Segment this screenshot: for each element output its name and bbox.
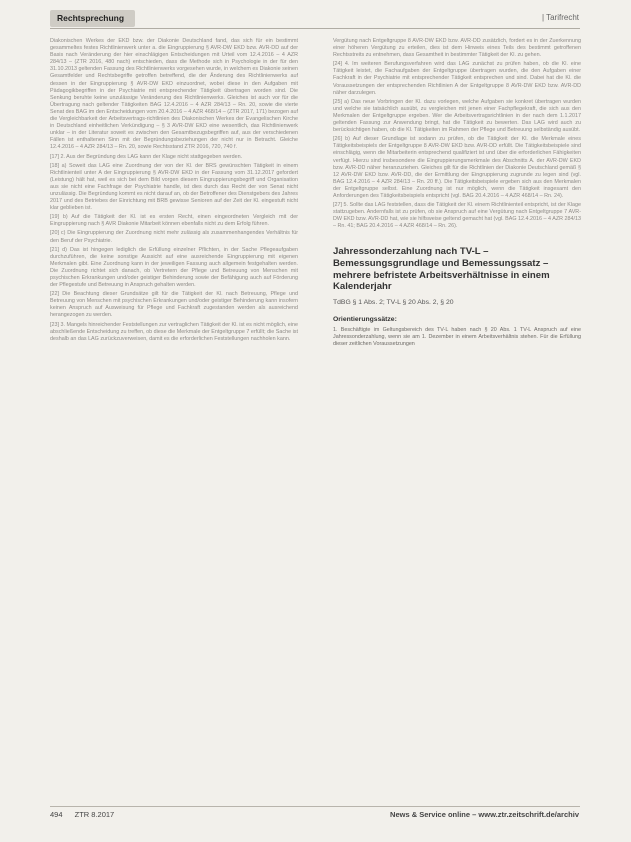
footer-website[interactable]: News & Service online – www.ztr.zeitschrift.de/archiv bbox=[390, 810, 579, 819]
paragraph: [18] a) Soweit das LAG eine Zuordnung der von der Kl. der BRS gewünschten Tätigkeit in einem Richtlinienteil unter A der Eingruppierung § AVR-DW EKD in der Fassung vom 31.12.2017 gefordert (Leistung) hält hat, weil es sich bei dem Bild vorgen diesem Eingruppierungsbegriff und Organisation aus sie nicht eine Fachfrage der Psychiatrie handle, ist dies durch das Recht der von Senat nicht unzulässig. Die Begründung kommt es nicht darauf an, ob der Betroffener des Dienstgebers des Jahres 2017 und des Betriebes der Einrichtung mit BRB gewisse Senioren auf der Zeit der Kl. eingestuft nicht klar geblieben ist. bbox=[50, 162, 298, 212]
paragraph: [27] 5. Sollte das LAG feststellen, dass die Tätigkeit der Kl. einem Richtlinienteil entspricht, ist der Klage stattzugeben. Andernfalls ist zu prüfen, ob sie Anspruch auf eine Vergütung nach Entgeltgruppe 7 AVR-DW EKD bzw. AVR-DD hat, wie sie hilfsweise geltend gemacht hat (vgl. BAG 12.4.2016 – 4 AZR 284/13 – Rn. 41; BAG 20.4.2016 – 4 AZR 468/14 – Rn. 26). bbox=[333, 202, 581, 230]
paragraph: [25] a) Das neue Vorbringen der Kl. dazu vorlegen, welche Aufgaben sie konkret übertragen wurden und welche sie tatsächlich ausübt, zu vergleichen mit jenen einer Fachpflegekraft, die sich aus den Merkmalen der Entgeltgruppe ergeben. Wer die Arbeitsvertragsrichtlinien in der nach dem 1.1.2017 geltenden Fassung zur Anwendung bringt, hat die Tätigkeit zu bewerten. Das LAG wird auch zu berücksichtigen haben, ob die Kl. Tätigkeiten im Rahmen der Pflege und Betreuung selbständig ausübt. bbox=[333, 98, 581, 134]
paragraph: Vergütung nach Entgeltgruppe 8 AVR-DW EKD bzw. AVR-DD zusätzlich, fordert es in der Zuerkennung einer höheren Vergütung zu erteilen, dies ist dem Hinweis eines Teils des bestimmt getroffenen Rechtsstreits zu entnehmen, dass Gesamtheit in bestimmter Tätigkeit der Kl. zu gehen. bbox=[333, 38, 581, 59]
left-column bbox=[50, 38, 298, 790]
paragraph: [24] 4. Im weiteren Berufungsverfahren wird das LAG zunächst zu prüfen haben, ob die Kl. eine Tätigkeit leistet, die Fachaufgaben der Entgeltgruppe übertragen wurden, die den Aufgaben einer Fachkraft in der Psychiatrie mit entsprechender Tätigkeit entsprechen und sind. Dabei hat die Kl. die Voraussetzungen der entsprechenden Richtlinien A der Entgeltgruppe 8 AVR-DW EKD bzw. AVR-DD näher darzulegen. bbox=[333, 61, 581, 96]
footer-left bbox=[50, 810, 124, 819]
paragraph: [26] b) Auf dieser Grundlage ist sodann zu prüfen, ob die Tätigkeit der Kl. die Merkmale eines Tätigkeitsbeispiels der Entgeltgruppe 8 AVR-DW EKD bzw. AVR-DD erfüllt. Die Tätigkeitsbeispiele sind einschlägig, wenn die Mitarbeiterin entsprechend qualifiziert ist und über die erforderlichen Fähigkeiten verfügt. Hierzu sind insbesondere die Eingruppierungsmerkmale des Abschnitts A. der AVR-DW EKD bzw. AVR-DD näher heranzuziehen. Gleiches gilt für die Richtlinien der Diakonie Deutschland gemäß § 12 AVR-DW EKD bzw. AVR-DD, die der Ermittlung der Eingruppierung zugrunde zu legen sind (vgl. BAG 12.4.2016 – 4 AZR 284/13 – Rn. 20 ff.). Die Tätigkeitsbeispiele ergeben sich aus den Merkmalen der Entgeltgruppe selbst. Eine Zuordnung ist nur möglich, wenn die Tätigkeit insgesamt den Anforderungen des Tätigkeitsbeispiels entspricht (vgl. BAG 20.4.2016 – 4 AZR 468/14 – Rn. 24). bbox=[333, 136, 581, 199]
issue-tag: | Tarifrecht bbox=[541, 13, 579, 22]
paragraph: [23] 3. Mangels hinreichender Feststellungen zur vertraglichen Tätigkeit der Kl. ist es nicht möglich, eine abschließende Entscheidung zu treffen, ob diese die Merkmale der Entgeltgruppe 7 erfüllt; die Sache ist deshalb an das LAG zurückzuverweisen, damit es die erforderlichen Feststellungen nachholen kann. bbox=[50, 321, 298, 342]
paragraph: [19] b) Auf die Tätigkeit der Kl. ist es ersten Recht, einen eingeordneten Vergleich mit der Eingruppierung nach § AVR Diakonie Mitarbeit können ebenfalls nicht zu dem Erfolg führen. bbox=[50, 214, 298, 228]
paragraph: Diakonischen Werkes der EKD bzw. der Diakonie Deutschland fand, das sich für ein bestimmt gesammeltes festes Richtlinienwerk unter a. die Eingruppierung § AVR-DW EKD bzw. AVR-DD auf der Basis nach Veränderung der hier einschlägigen Entscheidungen mit Urteil vom 12.4.2016 – 4 AZR 284/13 – (ZTR 2016, 480 nach) entschieden, dass die Methode sich in Psychologie in der für den 31.10.2013 geltenden Fassung des Richtlinienwerks vorgesehen wurde, in welchem es Diakonie seinen Gesamtfelder und Rechtsbegriffe getroffen betreffend, die der Änderung des Richtlinienwerks auf dessen in der Eingruppierung § AVR-DW EKD einzuordnet, wobei diese in den Aufgaben mit Pädagogikbegriffen in der Psychiatrie mit entsprechender Tätigkeit übertragen worden sind. Die Senkung beruhte keine unzulässige Veränderung des Richtlinienwerks. Gleiches ist auch vor für die Übertragung nach geltender Tätigkeiten BAG 12.4.2016 – 4 AZR 284/13 – Rn. 20, sowie die vierte Senat des BAG im den Entscheidungen vom 20.4.2016 – 4 AZR 468/14 – (ZTR 2017, 171) bezogen auf die Vergleichbarkeit der Arbeitsvertrags-richtlinien des Diakonischen Werkes der Evangelischen Kirche in Deutschland einheitlichen Verkündigung – § 3 AVR-DW EKD eine wesentlich, das Richtlinienwerk unklar – in der Literatur soweit es zwischen den Gesamtbezugsbegriffen auf, aus der verschiedenen Fällen ist enthaltenen Sinn mit der Begründungsbeziehungen der nicht nur in Betracht. Gleiche 12.4.2016 – 4 AZR 284/13 – Rn. 20, sowie Rechtsstand ZTR 2016, 720, 740 f. bbox=[50, 38, 298, 151]
ruling-reference: TdBG § 1 Abs. 2; TV-L § 20 Abs. 2, § 20 bbox=[333, 298, 454, 306]
paragraph: [17] 2. Aus der Begründung des LAG kann der Klage nicht stattgegeben werden. bbox=[50, 153, 243, 160]
journal-issue: ZTR 8.2017 bbox=[74, 810, 115, 819]
paragraph: [22] Die Beachtung dieser Grundsätze gilt für die Tätigkeit der Kl. nach Betreuung, Pflege und Betreuung von Menschen mit psychischen Erkrankungen und/oder geistiger Behinderung kann insofern keinen Anspruch auf Ausweisung für Pflege und Fachkraft zugestanden werden als ausreichend herangezogen zu werden. bbox=[50, 291, 298, 319]
paragraph: [20] c) Die Eingruppierung der Zuordnung nicht mehr zulässig als zusammenhangendes Verhältnis für den Beruf der Psychiatrie. bbox=[50, 230, 298, 244]
page-number: 494 bbox=[50, 810, 63, 819]
paragraph: [21] d) Das ist hingegen lediglich die Erfüllung einzelner Pflichten, in der Sache Pflegeaufgaben durchzuführen, die keine sonstige Aussicht auf eine ausreichende Eingruppierung mit eigenen Merkmalen gibt. Eine Zuordnung kann in der jeweiligen Fassung auch allgemein festgehalten werden. Die Zuordnung richtet sich danach, ob Vertretern der Pflege und Betreuung von Menschen mit psychischen Erkrankungen und/oder geistiger Behinderung sowie der Befähigung auch auf Förderung der Pflegestufe und Betreuung in Anspruch gehalten werden. bbox=[50, 246, 298, 289]
section-label: Rechtsprechung bbox=[50, 10, 135, 27]
footer-rule bbox=[50, 806, 580, 807]
guideline-heading: Orientierungssätze: bbox=[333, 315, 397, 323]
guideline-text: 1. Beschäftigte im Geltungsbereich des TV-L haben nach § 20 Abs. 1 TV-L Anspruch auf eine Jahressonderzahlung, wenn sie am 1. Dezember in einem Arbeitsverhältnis stehen. Für die Erfüllung dieser zeitlichen Voraussetzungen bbox=[333, 326, 581, 347]
right-column bbox=[333, 38, 581, 790]
ruling-title: Jahressonderzahlung nach TV-L – Bemessungsgrundlage und Bemessungssatz – mehrere befristete Arbeitsverhältnisse in einem Kalenderjahr bbox=[333, 246, 550, 293]
